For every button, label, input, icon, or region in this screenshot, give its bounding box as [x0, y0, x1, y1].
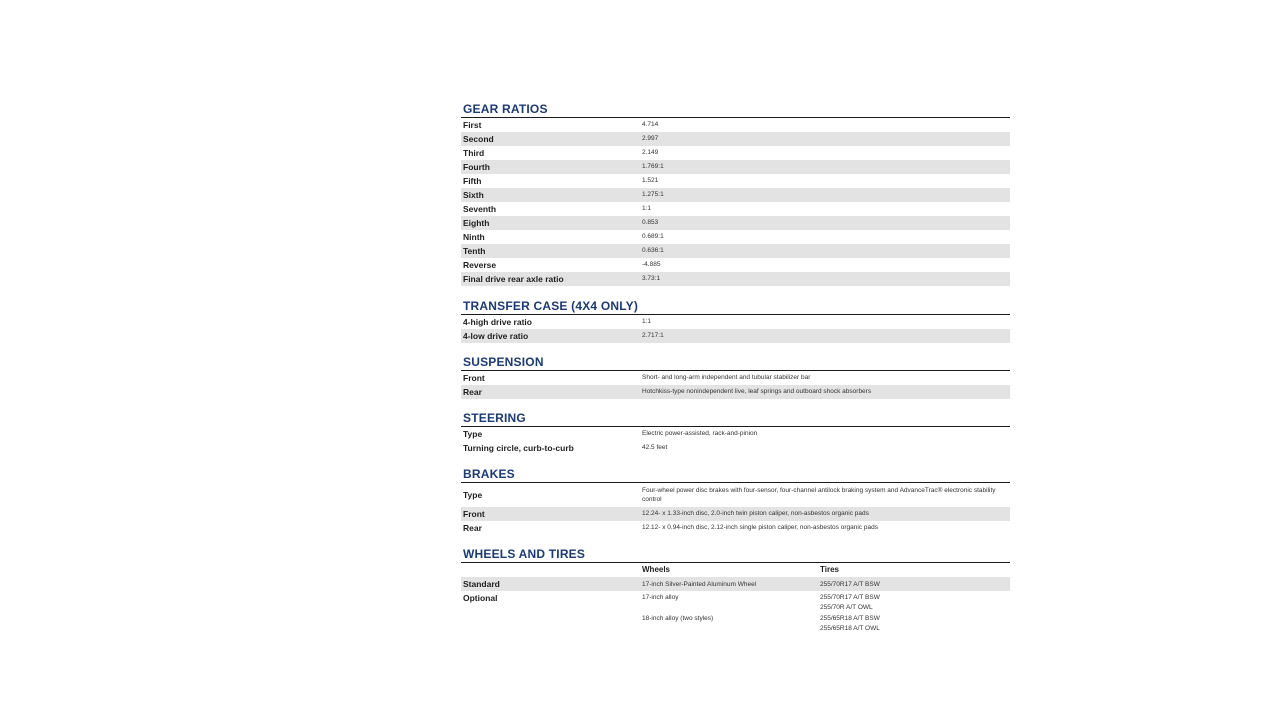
spec-row: [461, 385, 1010, 399]
optional-row-2: [461, 613, 1010, 634]
spec-value: 1.521: [642, 177, 659, 184]
spec-value: Short- and long-arm independent and tubular stabilizer bar: [642, 374, 811, 381]
spec-value: 4.714: [642, 121, 659, 128]
steering-section: [461, 411, 1010, 455]
spec-row: [461, 244, 1010, 258]
spec-label: Reverse: [463, 260, 497, 270]
spec-row: [461, 427, 1010, 441]
optional-row-1: [461, 591, 1010, 613]
optional-tire-1a: 255/70R17 A/T BSW: [820, 594, 880, 601]
spec-value: 2.717:1: [642, 332, 664, 339]
wheels-tires-title: WHEELS AND TIRES: [461, 547, 1010, 563]
spec-row: [461, 188, 1010, 202]
spec-row: [461, 202, 1010, 216]
spec-row: [461, 174, 1010, 188]
spec-label: Type: [463, 429, 483, 439]
wheels-column-header: Wheels: [642, 565, 671, 574]
spec-row: [461, 258, 1010, 272]
spec-label: 4-high drive ratio: [463, 317, 532, 327]
spec-label: Fifth: [463, 176, 482, 186]
spec-value: 0.689:1: [642, 233, 664, 240]
spec-value: 1.275:1: [642, 191, 664, 198]
spec-row: [461, 216, 1010, 230]
transfer-case-section: [461, 299, 1010, 343]
spec-row: [461, 483, 1010, 507]
spec-row: [461, 132, 1010, 146]
spec-row: [461, 329, 1010, 343]
spec-label: 4-low drive ratio: [463, 331, 529, 341]
tires-column-header: Tires: [820, 565, 839, 574]
standard-row: [461, 577, 1010, 591]
spec-label: Third: [463, 148, 485, 158]
spec-row: [461, 230, 1010, 244]
standard-tire: 255/70R17 A/T BSW: [820, 580, 880, 588]
spec-value: 0.853: [642, 219, 659, 226]
spec-value: 12.24- x 1.33-inch disc, 2.0-inch twin piston caliper, non-asbestos organic pads: [642, 510, 869, 517]
spec-label: Rear: [463, 387, 482, 397]
wheels-tires-header: [461, 563, 1010, 577]
standard-wheel: 17-inch Silver-Painted Aluminum Wheel: [642, 580, 757, 588]
spec-label: Front: [463, 509, 485, 519]
spec-sheet: [461, 102, 1010, 634]
transfer-case-title: TRANSFER CASE (4X4 ONLY): [461, 299, 1010, 315]
spec-label: Eighth: [463, 218, 490, 228]
spec-value: 0.636:1: [642, 247, 664, 254]
gear-ratios-title: GEAR RATIOS: [461, 102, 1010, 118]
spec-value: 1:1: [642, 205, 652, 212]
spec-label: Sixth: [463, 190, 484, 200]
spec-row: [461, 146, 1010, 160]
spec-value: -4.885: [642, 261, 661, 268]
spec-row: [461, 118, 1010, 132]
spec-label: Rear: [463, 523, 482, 533]
optional-label: Optional: [463, 593, 498, 603]
spec-value: 3.73:1: [642, 275, 661, 282]
spec-row: [461, 160, 1010, 174]
optional-tire-2b: 255/65R18 A/T OWL: [820, 625, 880, 632]
brakes-section: [461, 467, 1010, 535]
spec-row: [461, 507, 1010, 521]
spec-row: [461, 521, 1010, 535]
standard-label: Standard: [463, 579, 500, 589]
spec-value: Electric power-assisted, rack-and-pinion: [642, 430, 758, 437]
optional-tires-2: [820, 613, 1010, 634]
brakes-title: BRAKES: [461, 467, 1010, 483]
suspension-section: [461, 355, 1010, 399]
spec-label: Final drive rear axle ratio: [463, 274, 564, 284]
spec-value: 2.149: [642, 149, 659, 156]
spec-label: Second: [463, 134, 494, 144]
spec-value: 1:1: [642, 318, 652, 325]
spec-value: 1.769:1: [642, 163, 664, 170]
spec-label: Tenth: [463, 246, 486, 256]
spec-label: Seventh: [463, 204, 497, 214]
spec-row: [461, 441, 1010, 455]
spec-row: [461, 272, 1010, 286]
wheels-tires-section: [461, 547, 1010, 634]
suspension-title: SUSPENSION: [461, 355, 1010, 371]
spec-label: Fourth: [463, 162, 490, 172]
spec-label: Type: [463, 490, 483, 500]
spec-value: 12.12- x 0.94-inch disc, 2.12-inch single piston caliper, non-asbestos organic pads: [642, 524, 878, 531]
optional-tire-1b: 255/70R A/T OWL: [820, 604, 873, 611]
spec-row: [461, 371, 1010, 385]
spec-label: Front: [463, 373, 485, 383]
spec-label: First: [463, 120, 482, 130]
steering-title: STEERING: [461, 411, 1010, 427]
spec-value: Hotchkiss-type nonindependent live, leaf springs and outboard shock absorbers: [642, 388, 872, 395]
optional-tire-2a: 255/65R18 A/T BSW: [820, 615, 880, 622]
spec-value: 42.5 feet: [642, 444, 668, 451]
spec-label: Turning circle, curb-to-curb: [463, 443, 574, 453]
optional-wheel-1: 17-inch alloy: [642, 594, 679, 601]
gear-ratios-section: [461, 102, 1010, 286]
spec-value: Four-wheel power disc brakes with four-sensor, four-channel antilock braking system and AdvanceTrac® electronic stability control: [642, 487, 996, 503]
optional-tires-1: [820, 591, 1010, 613]
optional-wheel-2: 18-inch alloy (two styles): [642, 615, 714, 622]
spec-value: 2.997: [642, 135, 659, 142]
spec-label: Ninth: [463, 232, 485, 242]
spec-row: [461, 315, 1010, 329]
